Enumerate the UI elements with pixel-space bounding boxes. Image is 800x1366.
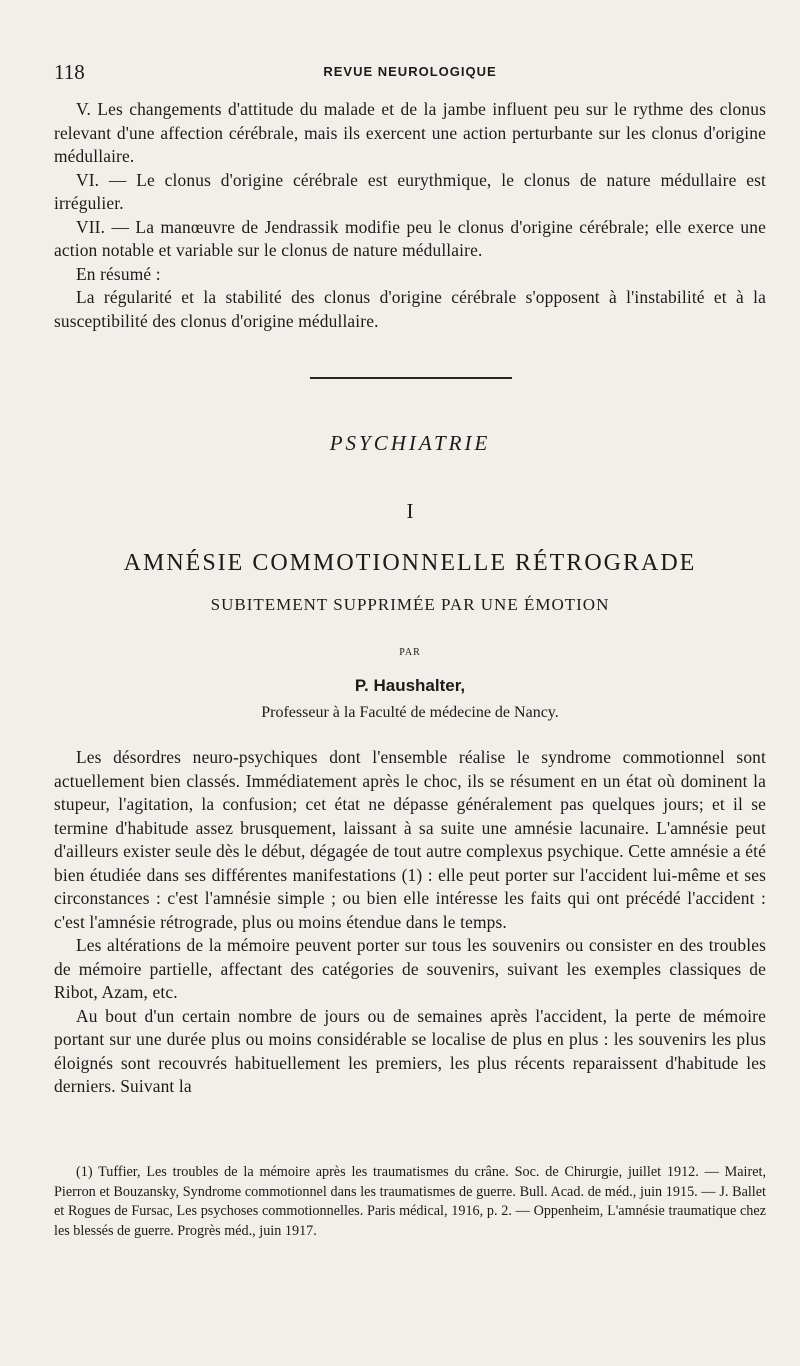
section-divider [310,377,512,379]
article-number: I [406,499,414,523]
article-body [54,746,766,1099]
paragraph: En résumé : [76,263,161,284]
paragraph: VI. — Le clonus d'origine cérébrale est eurythmique, le clonus de nature médullaire est irrégulier. [54,169,766,213]
section-heading: PSYCHIATRIE [329,431,491,455]
article-subtitle: SUBITEMENT SUPPRIMÉE PAR UNE ÉMOTION [210,595,610,614]
page-number: 118 [54,60,85,84]
paragraph: VII. — La manœuvre de Jendrassik modifie peu le clonus d'origine cérébrale; elle exerce une action notable et variable sur le clonus de nature médullaire. [54,216,766,260]
paragraph: La régularité et la stabilité des clonus d'origine cérébrale s'opposent à l'instabilité et à la susceptibilité des clonus d'origine médullaire. [54,287,766,331]
running-head: REVUE NEUROLOGIQUE [323,64,497,79]
article-title: AMNÉSIE COMMOTIONNELLE RÉTROGRADE [123,550,697,576]
author-affiliation: Professeur à la Faculté de médecine de Nancy. [261,704,559,721]
byline-par: PAR [399,647,421,658]
author-name: P. Haushalter, [354,676,466,695]
footnotes [54,1163,766,1241]
paragraph: Les altérations de la mémoire peuvent porter sur tous les souvenirs ou consister en des troubles de mémoire partielle, affectant des catégories de souvenirs, suivant les exemples classiques de Ribot, Azam, etc. [54,935,766,1002]
paragraph: Les désordres neuro-psychiques dont l'ensemble réalise le syndrome commotionnel sont actuellement bien classés. Immédiatement après le choc, ils se résument en un état où dominent la stupeur, l'agitation, la confusion; cet état ne dépasse généralement pas quelques jours; et il se termine d'habitude assez brusquement, laissant à sa suite une amnésie lacunaire. L'amnésie peut d'ailleurs exister seule dès le début, dégagée de tout autre complexus psychique. Cette amnésie a été bien étudiée dans ses différentes manifestations (1) : elle peut porter sur l'accident lui-même et ses circonstances : c'est l'amnésie simple ; ou bien elle intéresse les faits qui ont précédé l'accident : c'est l'amnésie rétrograde, plus ou moins étendue dans le temps. [54,747,766,932]
conclusions-block [54,98,766,333]
page-header [54,60,766,86]
paragraph: V. Les changements d'attitude du malade et de la jambe influent peu sur le rythme des clonus relevant d'une affection cérébrale, mais ils exercent une action perturbante sur les clonus d'origine médullaire. [54,99,766,166]
paragraph: Au bout d'un certain nombre de jours ou de semaines après l'accident, la perte de mémoire portant sur une durée plus ou moins considérable se localise de plus en plus : les souvenirs les plus éloignés sont recouvrés habituellement les premiers, les plus récents reparaissent d'habitude les derniers. Suivant la [54,1005,766,1096]
footnote: (1) Tuffier, Les troubles de la mémoire après les traumatismes du crâne. Soc. de Chirurgie, juillet 1912. — Mairet, Pierron et Bouzansky, Syndrome commotionnel dans les traumatismes de guerre. Bull. Acad. de méd., juin 1915. — J. Ballet et Rogues de Fursac, Les psychoses commotionnelles. Paris médical, 1916, p. 2. — Oppenheim, L'amnésie traumatique chez les blessés de guerre. Progrès méd., juin 1917. [54,1164,766,1239]
